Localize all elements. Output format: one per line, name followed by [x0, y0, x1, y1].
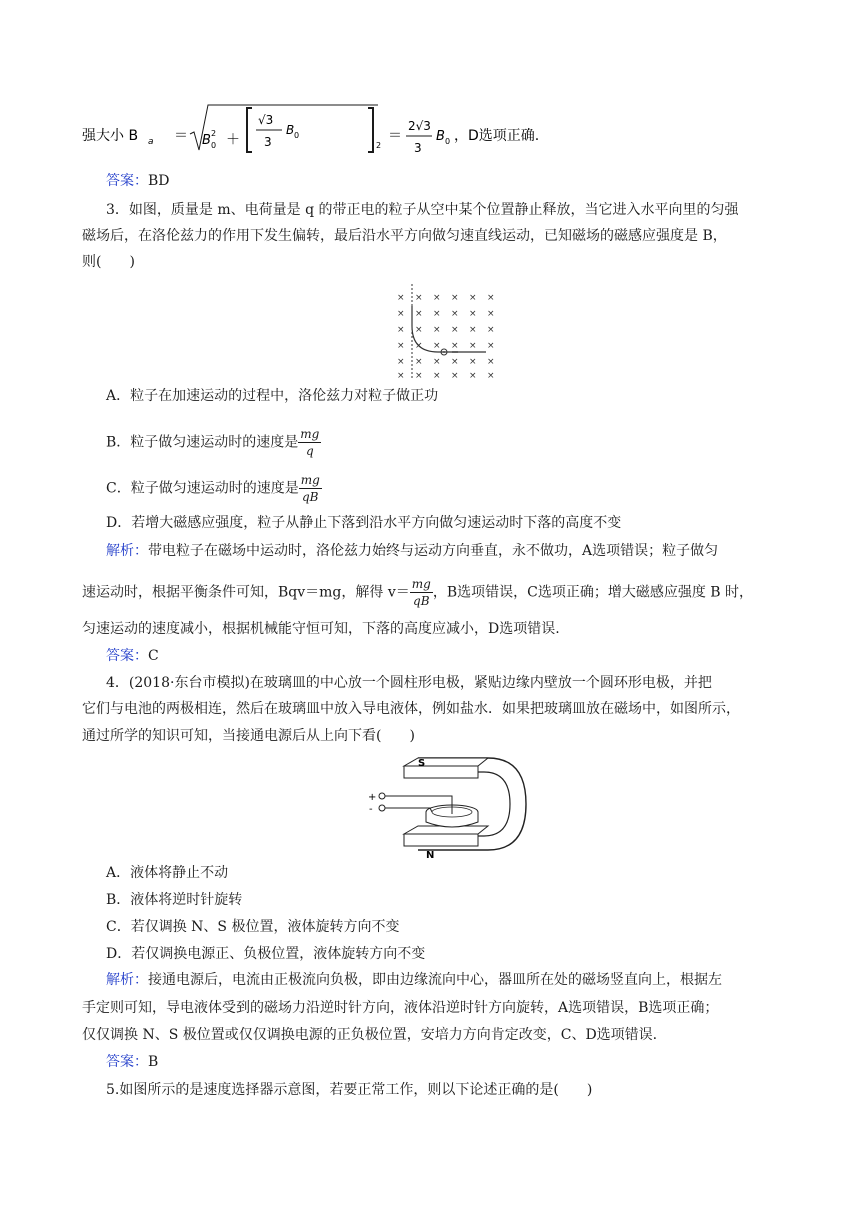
q3-optB-fraction [298, 426, 321, 459]
field-cross-mark: × [487, 293, 495, 303]
field-cross-mark: × [415, 357, 423, 367]
q3-analysis2a: 速运动时，根据平衡条件可知，Bqv＝mg，解得 v＝ [82, 584, 410, 601]
field-cross-mark: × [487, 325, 495, 335]
negative-wire [385, 808, 432, 812]
formula-tail: ，D选项正确. [454, 128, 540, 144]
positive-wire [385, 796, 452, 802]
field-cross-mark: × [415, 341, 423, 351]
q3-optB [106, 426, 321, 459]
q4-analysis1: 接通电源后，电流由正极流向负极，即由边缘流向中心，器皿所在处的磁场竖直向上，根据左 [148, 972, 722, 988]
magnet-top-face [404, 758, 488, 766]
q4-answer-label: 答案： [106, 1054, 148, 1070]
magnet-dish-figure [360, 750, 540, 860]
q3-analysis2-num: mg [411, 577, 431, 591]
field-cross-mark: × [469, 325, 477, 335]
formula-frac-den: 3 [264, 135, 272, 149]
radical-sign [190, 105, 378, 150]
field-cross-mark: × [469, 357, 477, 367]
formula-res-b0-sub: 0 [445, 137, 451, 146]
formula-paren-sq: 2 [376, 141, 382, 150]
formula-res-num: 2√3 [408, 119, 431, 133]
field-cross-mark: × [487, 309, 495, 319]
field-cross-mark: × [433, 357, 441, 367]
field-cross-mark: × [451, 371, 459, 381]
q3-optA: A．粒子在加速运动的过程中，洛伦兹力对粒子做正功 [106, 388, 439, 404]
field-cross-mark: × [469, 341, 477, 351]
q4-analysis-line1 [106, 970, 722, 990]
q4-line3: 通过所学的知识可知，当接通电源后从上向下看( ) [82, 728, 415, 744]
field-cross-mark: × [433, 325, 441, 335]
field-cross-mark: × [397, 309, 405, 319]
q3-analysis2-fraction [410, 576, 433, 609]
formula-b0-sub: 0 [211, 141, 217, 150]
fig-plus-label: + [368, 792, 377, 803]
field-cross-mark: × [451, 341, 459, 351]
field-cross-mark: × [397, 325, 405, 335]
left-bracket [247, 108, 252, 152]
q3-line2: 磁场后，在洛伦兹力的作用下发生偏转，最后沿水平方向做匀速直线运动，已知磁场的磁感应强度是 B， [82, 228, 727, 244]
right-bracket [368, 108, 373, 152]
q4-answer-line [106, 1052, 158, 1072]
field-cross-mark: × [415, 371, 423, 381]
field-cross-mark: × [487, 371, 495, 381]
q2-answer-line [106, 171, 170, 191]
q5-line1: 5.如图所示的是速度选择器示意图，若要正常工作，则以下论述正确的是( ) [106, 1082, 593, 1098]
q4-optD: D．若仅调换电源正、负极位置，液体旋转方向不变 [106, 946, 426, 962]
formula-res-b0: B [436, 129, 445, 144]
q3-line3: 则( ) [82, 254, 135, 270]
field-cross-mark: × [451, 309, 459, 319]
formula-frac-b0: B [286, 123, 295, 137]
q3-analysis-line2 [82, 576, 753, 609]
q3-analysis2b: ，B选项错误，C选项正确；增大磁感应强度 B 时， [432, 584, 754, 601]
formula-prefix: 强大小 B [82, 128, 139, 144]
field-cross-mark: × [469, 371, 477, 381]
q4-optB: B．液体将逆时针旋转 [106, 892, 243, 908]
q3-analysis-label: 解析： [106, 543, 148, 559]
formula-b0-sq: 2 [211, 129, 217, 138]
formula-eq1: ＝ [174, 128, 188, 144]
q3-optB-text: B．粒子做匀速运动时的速度是 [106, 434, 299, 451]
formula-svg [82, 100, 602, 160]
q3-analysis2-den: qB [413, 594, 430, 608]
formula-b0: B [202, 133, 211, 148]
q3-optC-text: C．粒子做匀速运动时的速度是 [106, 480, 299, 497]
formula-sub-a: a [148, 137, 154, 147]
field-strength-formula [82, 100, 602, 160]
q4-optA: A．液体将静止不动 [106, 865, 229, 881]
field-cross-mark: × [433, 293, 441, 303]
q3-optC-den: qB [302, 490, 319, 504]
fig-minus-label: - [369, 804, 373, 815]
formula-plus: ＋ [226, 132, 240, 148]
field-cross-mark: × [397, 357, 405, 367]
fig-s-label: S [418, 758, 426, 769]
formula-frac-b0-sub: 0 [294, 131, 300, 140]
q3-analysis-line3: 匀速运动的速度减小，根据机械能守恒可知，下落的高度应减小，D选项错误. [82, 621, 560, 637]
formula-res-den: 3 [414, 141, 422, 155]
field-cross-mark: × [487, 341, 495, 351]
field-cross-mark: × [487, 357, 495, 367]
negative-terminal-icon [379, 805, 385, 811]
q3-optD: D．若增大磁感应强度，粒子从静止下落到沿水平方向做匀速运动时下落的高度不变 [106, 515, 622, 531]
field-cross-mark: × [415, 309, 423, 319]
field-cross-mark: × [451, 357, 459, 367]
field-cross-mark: × [433, 309, 441, 319]
field-cross-mark: × [451, 293, 459, 303]
q3-answer-label: 答案： [106, 648, 148, 664]
magnet-s-pole [404, 766, 478, 778]
field-cross-mark: × [433, 371, 441, 381]
field-cross-mark: × [451, 325, 459, 335]
field-cross-mark: × [469, 309, 477, 319]
q4-analysis-label: 解析： [106, 972, 148, 988]
q3-answer-line [106, 646, 159, 666]
q3-optB-den: q [305, 444, 314, 458]
q3-answer: C [148, 648, 159, 664]
q2-answer: BD [148, 173, 170, 189]
field-cross-mark: × [415, 293, 423, 303]
formula-frac-num: √3 [258, 113, 274, 127]
field-cross-mark: × [397, 371, 405, 381]
q4-optC: C．若仅调换 N、S 极位置，液体旋转方向不变 [106, 919, 400, 935]
q4-analysis-line2: 手定则可知，导电液体受到的磁场力沿逆时针方向，液体沿逆时针方向旋转，A选项错误，B选项正确； [82, 1000, 719, 1016]
field-cross-mark: × [469, 293, 477, 303]
q4-line1: 4．(2018·东台市模拟)在玻璃皿的中心放一个圆柱形电极，紧贴边缘内壁放一个圆环形电极，并把 [106, 675, 712, 691]
q3-optC-num: mg [300, 473, 320, 487]
positive-terminal-icon [379, 793, 385, 799]
answer-label: 答案： [106, 173, 148, 189]
field-cross-mark: × [433, 341, 441, 351]
q3-optC [106, 472, 322, 505]
q3-optC-fraction [299, 472, 322, 505]
q3-analysis1: 带电粒子在磁场中运动时，洛伦兹力始终与运动方向垂直，永不做功，A选项错误；粒子做匀 [148, 543, 719, 559]
magnetic-field-figure [390, 284, 500, 384]
q3-analysis-line1 [106, 541, 718, 561]
q3-optB-num: mg [300, 427, 320, 441]
q4-line2: 它们与电池的两极相连，然后在玻璃皿中放入导电液体，例如盐水．如果把玻璃皿放在磁场中，如图所示， [82, 701, 740, 717]
field-cross-mark: × [415, 325, 423, 335]
q3-line1: 3．如图，质量是 m、电荷量是 q 的带正电的粒子从空中某个位置静止释放，当它进入水平向里的匀强 [106, 202, 739, 218]
field-cross-mark: × [397, 293, 405, 303]
fig-n-label: N [426, 850, 435, 860]
q4-analysis-line3: 仅仅调换 N、S 极位置或仅仅调换电源的正负极位置，安培力方向肯定改变，C、D选项错误. [82, 1027, 658, 1043]
field-cross-mark: × [397, 341, 405, 351]
q4-answer: B [148, 1054, 159, 1070]
particle-dot [443, 351, 445, 353]
magnet-n-pole [404, 834, 478, 846]
formula-eq2: ＝ [388, 128, 402, 144]
